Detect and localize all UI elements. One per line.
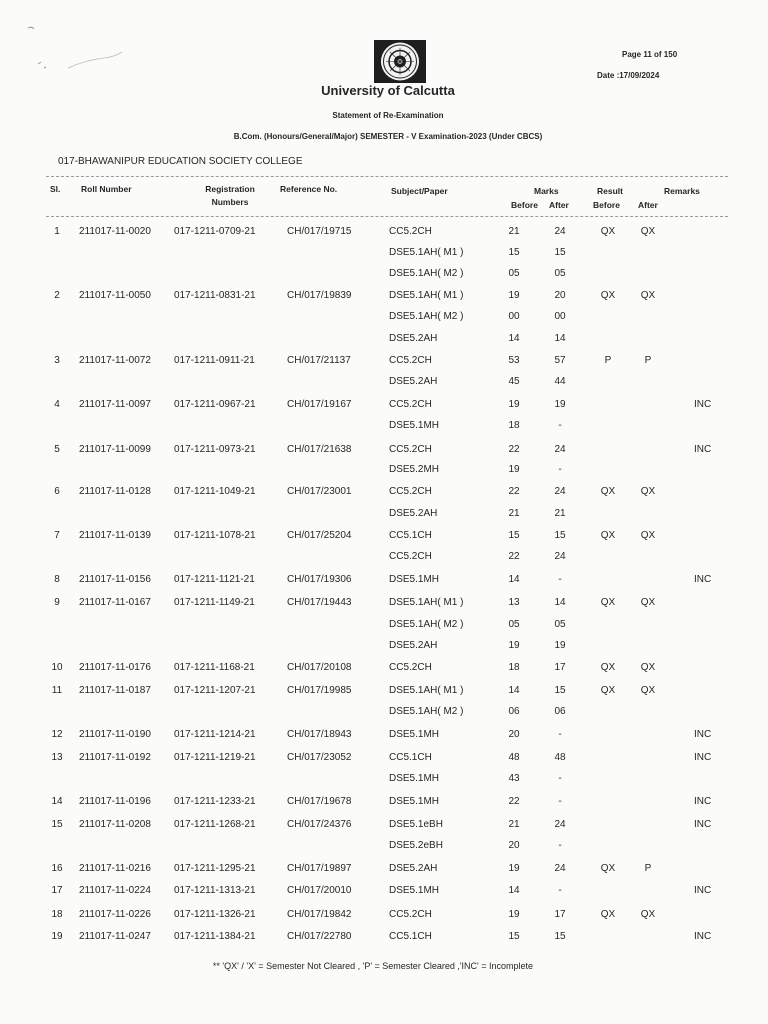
row-roll: 211017-11-0156 xyxy=(79,574,151,585)
table-row xyxy=(0,551,768,573)
row-roll: 211017-11-0192 xyxy=(79,752,151,763)
row-reference: CH/017/24376 xyxy=(287,819,352,830)
row-subject: DSE5.1AH( M2 ) xyxy=(389,619,464,630)
row-subject: DSE5.2eBH xyxy=(389,840,443,851)
col-header-result: Result xyxy=(597,186,623,196)
row-marks-after: 14 xyxy=(554,333,566,344)
row-marks-before: 15 xyxy=(508,247,520,258)
row-roll: 211017-11-0128 xyxy=(79,486,151,497)
row-marks-after: 15 xyxy=(554,530,566,541)
table-row xyxy=(0,376,768,398)
row-marks-after: 24 xyxy=(554,551,566,562)
row-sl: 9 xyxy=(54,597,60,608)
row-roll: 211017-11-0020 xyxy=(79,226,151,237)
row-marks-before: 20 xyxy=(508,840,520,851)
table-row xyxy=(0,619,768,641)
row-marks-after: 21 xyxy=(554,508,566,519)
row-remarks: INC xyxy=(694,931,712,942)
row-result-after: P xyxy=(644,863,652,874)
row-subject: DSE5.1AH( M2 ) xyxy=(389,311,464,322)
row-reference: CH/017/21137 xyxy=(287,355,351,366)
row-sl: 13 xyxy=(51,752,63,763)
col-header-marks-after: After xyxy=(549,200,569,210)
row-marks-before: 19 xyxy=(508,290,520,301)
col-header-roll: Roll Number xyxy=(81,184,132,194)
row-remarks: INC xyxy=(694,574,712,585)
row-sl: 8 xyxy=(54,574,60,585)
row-reference: CH/017/18943 xyxy=(287,729,352,740)
row-reference: CH/017/20010 xyxy=(287,885,352,896)
row-marks-after: 15 xyxy=(554,247,566,258)
table-row xyxy=(0,773,768,795)
row-reference: CH/017/25204 xyxy=(287,530,352,541)
row-registration: 017-1211-0831-21 xyxy=(174,290,256,301)
table-row xyxy=(0,268,768,290)
row-sl: 15 xyxy=(51,819,63,830)
row-registration: 017-1211-1214-21 xyxy=(174,729,256,740)
row-remarks: INC xyxy=(694,729,712,740)
row-marks-before: 06 xyxy=(508,706,520,717)
row-subject: DSE5.2AH xyxy=(389,376,438,387)
row-roll: 211017-11-0190 xyxy=(79,729,151,740)
table-row xyxy=(0,640,768,662)
row-marks-before: 15 xyxy=(508,931,520,942)
row-result-before: QX xyxy=(600,909,616,920)
row-marks-after: 19 xyxy=(554,640,566,651)
row-registration: 017-1211-1295-21 xyxy=(174,863,256,874)
row-subject: CC5.2CH xyxy=(389,662,432,673)
row-subject: DSE5.1AH( M1 ) xyxy=(389,597,464,608)
row-marks-after: 48 xyxy=(554,752,566,763)
row-registration: 017-1211-1168-21 xyxy=(174,662,255,673)
row-marks-after: 44 xyxy=(554,376,566,387)
row-remarks: INC xyxy=(694,752,712,763)
statement-title: Statement of Re-Examination xyxy=(332,111,444,120)
row-marks-before: 19 xyxy=(508,640,520,651)
row-subject: DSE5.2AH xyxy=(389,640,438,651)
row-subject: DSE5.1MH xyxy=(389,885,440,896)
row-result-after: QX xyxy=(640,662,656,673)
row-result-after: QX xyxy=(640,597,656,608)
row-subject: DSE5.1AH( M1 ) xyxy=(389,247,464,258)
row-reference: CH/017/19443 xyxy=(287,597,352,608)
row-registration: 017-1211-1233-21 xyxy=(174,796,256,807)
row-reference: CH/017/22780 xyxy=(287,931,352,942)
row-registration: 017-1211-1268-21 xyxy=(174,819,256,830)
row-marks-after: - xyxy=(558,840,562,851)
row-registration: 017-1211-1049-21 xyxy=(174,486,256,497)
row-marks-before: 14 xyxy=(508,333,520,344)
row-sl: 4 xyxy=(54,399,60,410)
row-sl: 17 xyxy=(51,885,63,896)
row-marks-before: 18 xyxy=(508,662,520,673)
row-marks-after: 14 xyxy=(554,597,566,608)
row-subject: DSE5.1MH xyxy=(389,796,440,807)
row-marks-before: 20 xyxy=(508,729,520,740)
row-roll: 211017-11-0196 xyxy=(79,796,151,807)
row-marks-after: 15 xyxy=(554,685,566,696)
row-marks-after: 57 xyxy=(554,355,566,366)
row-marks-before: 21 xyxy=(508,508,520,519)
table-row xyxy=(0,597,768,619)
row-reference: CH/017/19167 xyxy=(287,399,352,410)
row-marks-after: - xyxy=(558,574,562,585)
row-subject: DSE5.1AH( M2 ) xyxy=(389,706,464,717)
row-sl: 18 xyxy=(51,909,63,920)
row-marks-after: 06 xyxy=(554,706,566,717)
row-marks-after: - xyxy=(558,464,562,475)
row-marks-before: 43 xyxy=(508,773,520,784)
row-marks-before: 00 xyxy=(508,311,520,322)
row-result-after: P xyxy=(644,355,652,366)
row-subject: DSE5.1AH( M1 ) xyxy=(389,685,464,696)
row-marks-before: 22 xyxy=(508,486,520,497)
row-registration: 017-1211-0911-21 xyxy=(174,355,255,366)
row-reference: CH/017/21638 xyxy=(287,444,352,455)
row-registration: 017-1211-1207-21 xyxy=(174,685,256,696)
row-roll: 211017-11-0176 xyxy=(79,662,151,673)
row-marks-after: 20 xyxy=(554,290,566,301)
col-header-reference: Reference No. xyxy=(280,184,338,194)
header-rule-bottom xyxy=(46,216,728,217)
row-marks-before: 19 xyxy=(508,863,520,874)
row-subject: DSE5.2AH xyxy=(389,333,438,344)
table-row xyxy=(0,333,768,355)
row-subject: CC5.1CH xyxy=(389,530,432,541)
row-marks-after: 24 xyxy=(554,486,566,497)
row-reference: CH/017/19715 xyxy=(287,226,352,237)
row-marks-after: - xyxy=(558,773,562,784)
row-subject: CC5.1CH xyxy=(389,752,432,763)
row-subject: DSE5.1MH xyxy=(389,729,440,740)
row-result-before: QX xyxy=(600,290,616,301)
row-marks-before: 22 xyxy=(508,551,520,562)
row-result-before: QX xyxy=(600,226,616,237)
exam-title: B.Com. (Honours/General/Major) SEMESTER - V Examination-2023 (Under CBCS) xyxy=(233,132,543,141)
row-marks-after: 17 xyxy=(554,662,566,673)
row-marks-before: 21 xyxy=(508,819,520,830)
table-row xyxy=(0,226,768,248)
row-sl: 19 xyxy=(51,931,63,942)
row-result-before: P xyxy=(604,355,612,366)
row-reference: CH/017/19897 xyxy=(287,863,352,874)
row-roll: 211017-11-0216 xyxy=(79,863,151,874)
row-marks-after: 24 xyxy=(554,819,566,830)
row-subject: CC5.2CH xyxy=(389,909,432,920)
col-header-remarks: Remarks xyxy=(664,186,700,196)
row-registration: 017-1211-1149-21 xyxy=(174,597,255,608)
col-header-marks: Marks xyxy=(534,186,559,196)
row-roll: 211017-11-0167 xyxy=(79,597,151,608)
row-marks-before: 05 xyxy=(508,619,520,630)
row-sl: 11 xyxy=(51,685,63,696)
row-remarks: INC xyxy=(694,444,712,455)
row-subject: DSE5.2AH xyxy=(389,508,438,519)
row-sl: 7 xyxy=(54,530,60,541)
row-result-after: QX xyxy=(640,290,656,301)
table-row xyxy=(0,796,768,818)
row-marks-before: 19 xyxy=(508,909,520,920)
table-row xyxy=(0,574,768,596)
row-marks-before: 14 xyxy=(508,685,520,696)
row-result-before: QX xyxy=(600,597,616,608)
table-row xyxy=(0,486,768,508)
row-marks-before: 13 xyxy=(508,597,520,608)
row-sl: 14 xyxy=(51,796,63,807)
table-row xyxy=(0,752,768,774)
row-marks-before: 45 xyxy=(508,376,520,387)
row-subject: DSE5.1eBH xyxy=(389,819,443,830)
row-registration: 017-1211-0709-21 xyxy=(174,226,256,237)
row-registration: 017-1211-0967-21 xyxy=(174,399,256,410)
row-sl: 16 xyxy=(51,863,63,874)
row-result-after: QX xyxy=(640,226,656,237)
row-marks-before: 21 xyxy=(508,226,520,237)
col-header-result-after: After xyxy=(638,200,658,210)
row-remarks: INC xyxy=(694,796,712,807)
row-marks-after: 24 xyxy=(554,444,566,455)
row-roll: 211017-11-0226 xyxy=(79,909,151,920)
table-row xyxy=(0,508,768,530)
row-marks-before: 48 xyxy=(508,752,520,763)
row-marks-before: 19 xyxy=(508,399,520,410)
row-result-before: QX xyxy=(600,530,616,541)
row-subject: CC5.2CH xyxy=(389,444,432,455)
row-sl: 12 xyxy=(51,729,63,740)
row-marks-after: - xyxy=(558,729,562,740)
row-marks-before: 22 xyxy=(508,444,520,455)
table-row xyxy=(0,863,768,885)
row-marks-after: 24 xyxy=(554,226,566,237)
row-subject: DSE5.1AH( M2 ) xyxy=(389,268,464,279)
row-result-before: QX xyxy=(600,685,616,696)
row-marks-after: 15 xyxy=(554,931,566,942)
row-marks-before: 19 xyxy=(508,464,520,475)
row-registration: 017-1211-1313-21 xyxy=(174,885,256,896)
page-number: Page 11 of 150 xyxy=(622,50,678,59)
table-row xyxy=(0,355,768,377)
row-marks-after: 05 xyxy=(554,619,566,630)
row-roll: 211017-11-0247 xyxy=(79,931,151,942)
pen-scribble xyxy=(18,16,128,86)
table-row xyxy=(0,819,768,841)
row-sl: 5 xyxy=(54,444,60,455)
row-sl: 10 xyxy=(51,662,63,673)
table-row xyxy=(0,399,768,421)
row-result-after: QX xyxy=(640,909,656,920)
university-seal-logo xyxy=(374,40,426,83)
row-sl: 1 xyxy=(54,226,60,237)
row-roll: 211017-11-0099 xyxy=(79,444,151,455)
row-marks-before: 53 xyxy=(508,355,520,366)
row-roll: 211017-11-0050 xyxy=(79,290,151,301)
col-header-result-before: Before xyxy=(593,200,620,210)
row-sl: 6 xyxy=(54,486,60,497)
table-row xyxy=(0,420,768,442)
row-reference: CH/017/19839 xyxy=(287,290,352,301)
row-subject: DSE5.2AH xyxy=(389,863,438,874)
university-title: University of Calcutta xyxy=(321,83,455,98)
row-registration: 017-1211-0973-21 xyxy=(174,444,256,455)
row-result-before: QX xyxy=(600,486,616,497)
row-marks-before: 05 xyxy=(508,268,520,279)
row-roll: 211017-11-0224 xyxy=(79,885,151,896)
row-registration: 017-1211-1326-21 xyxy=(174,909,256,920)
row-subject: CC5.2CH xyxy=(389,551,432,562)
row-reference: CH/017/20108 xyxy=(287,662,352,673)
row-registration: 017-1211-1384-21 xyxy=(174,931,256,942)
table-row xyxy=(0,247,768,269)
row-subject: CC5.1CH xyxy=(389,931,432,942)
report-date: Date :17/09/2024 xyxy=(597,71,660,80)
row-roll: 211017-11-0097 xyxy=(79,399,151,410)
col-header-subject: Subject/Paper xyxy=(391,186,448,196)
row-marks-after: - xyxy=(558,420,562,431)
row-marks-before: 15 xyxy=(508,530,520,541)
legend-footnote: ** 'QX' / 'X' = Semester Not Cleared , 'P' = Semester Cleared ,'INC' = Incomplete xyxy=(212,961,534,971)
row-subject: DSE5.1AH( M1 ) xyxy=(389,290,464,301)
row-subject: CC5.2CH xyxy=(389,226,432,237)
row-reference: CH/017/19842 xyxy=(287,909,352,920)
row-subject: DSE5.1MH xyxy=(389,773,440,784)
row-marks-after: - xyxy=(558,796,562,807)
row-marks-after: 00 xyxy=(554,311,566,322)
college-name: 017-BHAWANIPUR EDUCATION SOCIETY COLLEGE xyxy=(58,156,303,167)
table-row xyxy=(0,706,768,728)
table-row xyxy=(0,685,768,707)
table-row xyxy=(0,885,768,907)
row-remarks: INC xyxy=(694,399,712,410)
row-reference: CH/017/23001 xyxy=(287,486,352,497)
col-header-registration: Registration Numbers xyxy=(205,184,255,207)
col-header-marks-before: Before xyxy=(511,200,538,210)
row-roll: 211017-11-0072 xyxy=(79,355,151,366)
row-registration: 017-1211-1219-21 xyxy=(174,752,256,763)
table-row xyxy=(0,444,768,466)
row-reference: CH/017/23052 xyxy=(287,752,352,763)
row-result-after: QX xyxy=(640,685,656,696)
row-result-before: QX xyxy=(600,662,616,673)
row-registration: 017-1211-1078-21 xyxy=(174,530,256,541)
table-row xyxy=(0,931,768,953)
row-reference: CH/017/19985 xyxy=(287,685,352,696)
row-roll: 211017-11-0187 xyxy=(79,685,151,696)
row-roll: 211017-11-0139 xyxy=(79,530,151,541)
row-result-before: QX xyxy=(600,863,616,874)
row-subject: DSE5.1MH xyxy=(389,420,440,431)
row-subject: DSE5.2MH xyxy=(389,464,440,475)
row-subject: CC5.2CH xyxy=(389,486,432,497)
row-marks-after: 17 xyxy=(554,909,566,920)
row-marks-after: 05 xyxy=(554,268,566,279)
table-row xyxy=(0,662,768,684)
row-sl: 3 xyxy=(54,355,60,366)
row-result-after: QX xyxy=(640,530,656,541)
row-reference: CH/017/19678 xyxy=(287,796,352,807)
table-row xyxy=(0,729,768,751)
row-roll: 211017-11-0208 xyxy=(79,819,151,830)
row-remarks: INC xyxy=(694,885,712,896)
row-marks-after: 24 xyxy=(554,863,566,874)
row-marks-before: 18 xyxy=(508,420,520,431)
row-marks-before: 14 xyxy=(508,885,520,896)
table-row xyxy=(0,311,768,333)
table-row xyxy=(0,290,768,312)
row-result-after: QX xyxy=(640,486,656,497)
header-rule-top xyxy=(46,176,728,177)
row-subject: CC5.2CH xyxy=(389,399,432,410)
row-remarks: INC xyxy=(694,819,712,830)
table-row xyxy=(0,464,768,486)
row-subject: DSE5.1MH xyxy=(389,574,440,585)
table-row xyxy=(0,530,768,552)
table-row xyxy=(0,840,768,862)
row-subject: CC5.2CH xyxy=(389,355,432,366)
row-marks-after: - xyxy=(558,885,562,896)
table-row xyxy=(0,909,768,931)
row-marks-after: 19 xyxy=(554,399,566,410)
row-marks-before: 22 xyxy=(508,796,520,807)
row-registration: 017-1211-1121-21 xyxy=(174,574,255,585)
row-sl: 2 xyxy=(54,290,60,301)
row-marks-before: 14 xyxy=(508,574,520,585)
col-header-sl: Sl. xyxy=(50,184,61,194)
row-reference: CH/017/19306 xyxy=(287,574,352,585)
